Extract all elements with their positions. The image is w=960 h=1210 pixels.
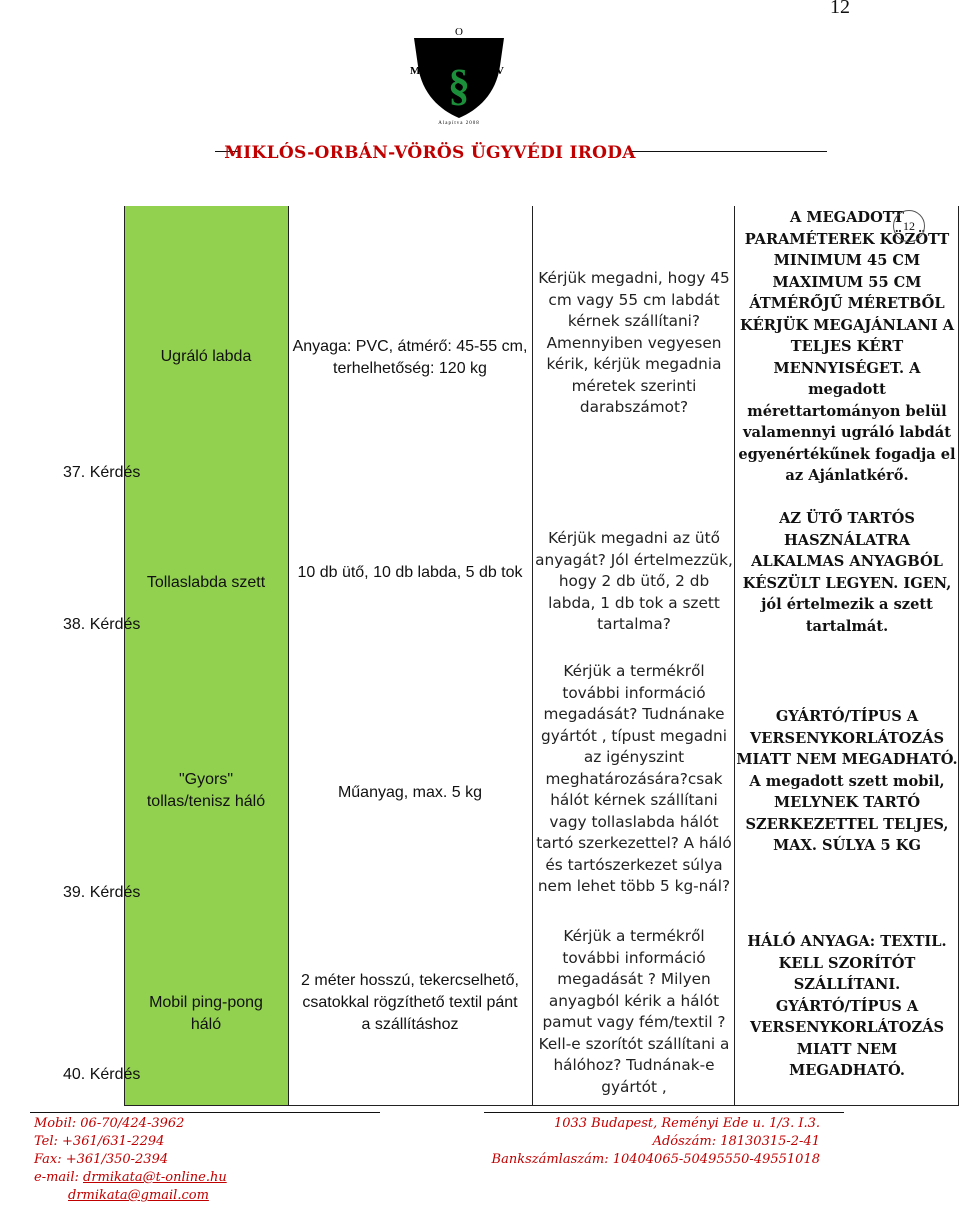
product-name: Mobil ping-pong háló <box>149 994 263 1033</box>
email-link-primary[interactable]: drmikata@t-online.hu <box>83 1170 227 1185</box>
answer-text: AZ ÜTŐ TARTÓS HASZNÁLATRA ALKALMAS ANYAGBÓL KÉSZÜLT LEGYEN. IGEN, jól értelmezik a szett tartalmát. <box>742 510 952 635</box>
footer-mobile: Mobil: 06-70/424-3962 <box>34 1116 185 1131</box>
footer-tel: Tel: +361/631-2294 <box>34 1134 165 1149</box>
footer-left-rule <box>30 1112 380 1113</box>
footer-email-prefix: e-mail: <box>34 1170 83 1185</box>
footer-tax-number: Adószám: 18130315-2-41 <box>652 1134 820 1149</box>
product-name: Ugráló labda <box>160 348 252 365</box>
qa-table <box>0 206 960 1106</box>
logo-letter-v: V <box>496 65 504 77</box>
answer-text: HÁLÓ ANYAGA: TEXTIL. KELL SZORÍTÓT SZÁLLÍTANI. GYÁRTÓ/TÍPUS A VERSENYKORLÁTOZÁS MIATT NEM MEGADHATÓ. <box>747 933 947 1079</box>
question-label: 38. Kérdés <box>63 616 141 633</box>
product-spec: 10 db ütő, 10 db labda, 5 db tok <box>297 564 523 581</box>
question-label: 37. Kérdés <box>63 464 141 481</box>
question-label: 40. Kérdés <box>63 1066 141 1083</box>
footer-email-line-2 <box>34 1187 227 1205</box>
logo-letter-o: O <box>455 26 463 38</box>
footer-address: 1033 Budapest, Reményi Ede u. 1/3. I.3. <box>553 1116 820 1131</box>
page-badge: 12 <box>893 210 925 242</box>
product-spec: Műanyag, max. 5 kg <box>337 784 483 801</box>
footer-fax: Fax: +361/350-2394 <box>34 1152 169 1167</box>
answer-text: A MEGADOTT PARAMÉTEREK KÖZÖTT MINIMUM 45 CM MAXIMUM 55 CM ÁTMÉRŐJŰ MÉRETBŐL KÉRJÜK MEGAJÁNLANI A TELJES KÉRT MENNYISÉGET. A megadott mérettartományon belül valamennyi ugráló labdát egyenértékűnek fogadja el az Ajánlatkérő. <box>738 209 956 484</box>
section-sign-icon: § <box>448 61 470 110</box>
logo-letter-m: M <box>410 65 421 77</box>
footer-email-line <box>34 1169 227 1187</box>
product-name: Tollaslabda szett <box>146 574 266 591</box>
product-name-column <box>124 206 288 1106</box>
question-label: 39. Kérdés <box>63 884 141 901</box>
page-number: 12 <box>830 0 850 18</box>
question-text: Kérjük megadni az ütő anyagát? Jól értelmezzük, hogy 2 db ütő, 2 db labda, 1 db tok a szett tartalma? <box>535 529 733 633</box>
footer-bank-account: Bankszámlaszám: 10404065-50495550-49551018 <box>491 1152 820 1167</box>
firm-name: MIKLÓS-ORBÁN-VÖRÖS ÜGYVÉDI IRODA <box>224 143 636 163</box>
product-spec: Anyaga: PVC, átmérő: 45-55 cm, terhelhetőség: 120 kg <box>292 338 528 377</box>
footer-right-rule <box>484 1112 844 1113</box>
footer-contact <box>34 1115 227 1205</box>
product-spec: 2 méter hosszú, tekercselhető, csatokkal rögzíthető textil pánt a szállításhoz <box>301 972 519 1033</box>
footer-company <box>492 1115 820 1169</box>
question-text: Kérjük megadni, hogy 45 cm vagy 55 cm labdát kérnek szállítani? Amennyiben vegyesen kérik, kérjük megadnia méretek szerinti darabszámot? <box>538 269 730 416</box>
logo-founded: Alapítva 2008 <box>438 121 480 126</box>
answer-text: GYÁRTÓ/TÍPUS A VERSENYKORLÁTOZÁS MIATT NEM MEGADHATÓ. A megadott szett mobil, MELYNEK TARTÓ SZERKEZETTEL TELJES, MAX. SÚLYA 5 KG <box>736 708 958 854</box>
email-link-secondary[interactable]: drmikata@gmail.com <box>68 1188 209 1203</box>
product-name: "Gyors" tollas/tenisz háló <box>146 771 266 810</box>
question-text: Kérjük a termékről további információ megadását? Tudnánake gyártót , típust megadni az igényszint meghatározására?csak hálót kérnek szállítani vagy tollaslabda hálót tartó szerkezettel? A háló és tartószerkezet súlya nem lehet több 5 kg-nál? <box>536 662 732 895</box>
firm-logo <box>410 26 506 128</box>
question-text: Kérjük a termékről további információ megadását ? Milyen anyagból kérik a hálót pamut vagy fém/textil ? Kell-e szorítót szállítani a hálóhoz? Tudnának-e gyártót , <box>538 927 730 1096</box>
